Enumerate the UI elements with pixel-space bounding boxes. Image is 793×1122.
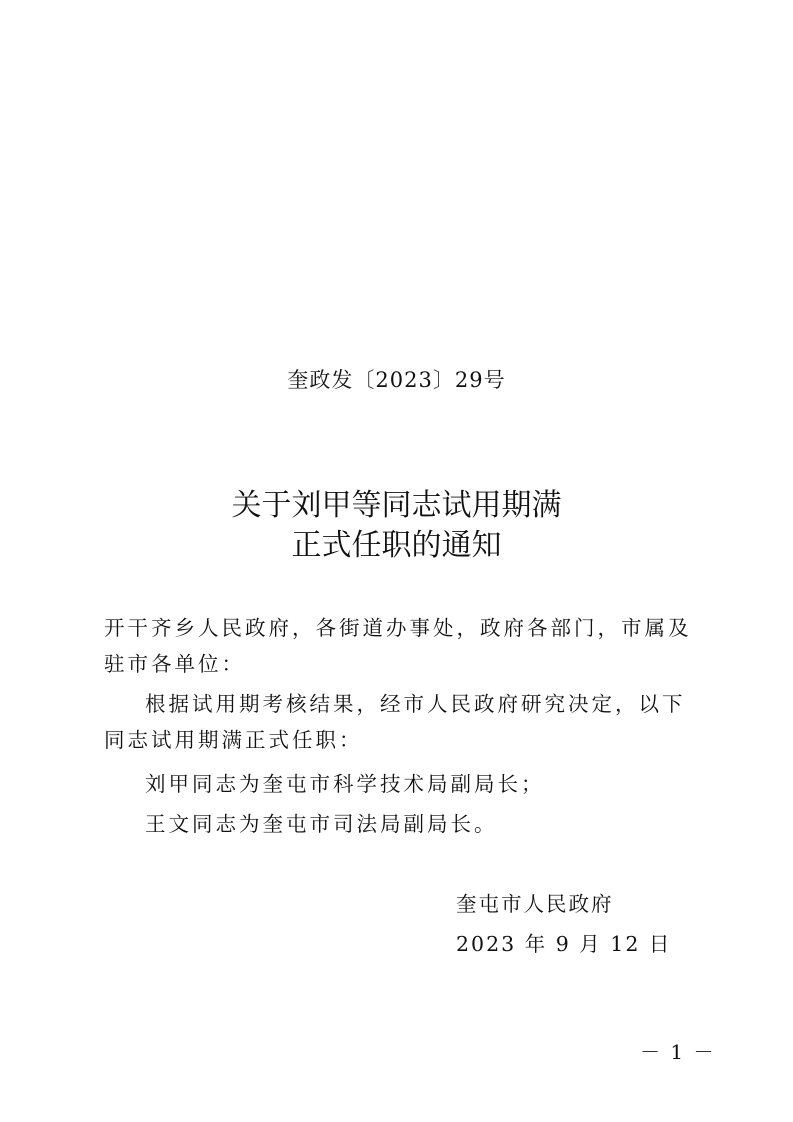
page-number: － 1 －	[640, 1040, 716, 1064]
title-line-2: 正式任职的通知	[291, 528, 502, 563]
document-title	[0, 486, 793, 566]
title-line-1: 关于刘甲等同志试用期满	[231, 488, 562, 523]
issuer-signature: 奎屯市人民政府	[456, 892, 614, 916]
appointment-line-1: 刘甲同志为奎屯市科学技术局副局长；	[145, 772, 545, 796]
recipients-paragraph: 开干齐乡人民政府，各街道办事处，政府各部门，市属及驻市各单位：	[104, 616, 692, 676]
issue-date: 2023 年 9 月 12 日	[456, 932, 672, 956]
body-paragraph: 根据试用期考核结果，经市人民政府研究决定，以下同志试用期满正式任职：	[104, 692, 686, 752]
appointment-line-2: 王文同志为奎屯市司法局副局长。	[145, 812, 498, 836]
document-number: 奎政发〔2023〕29号	[287, 368, 506, 392]
